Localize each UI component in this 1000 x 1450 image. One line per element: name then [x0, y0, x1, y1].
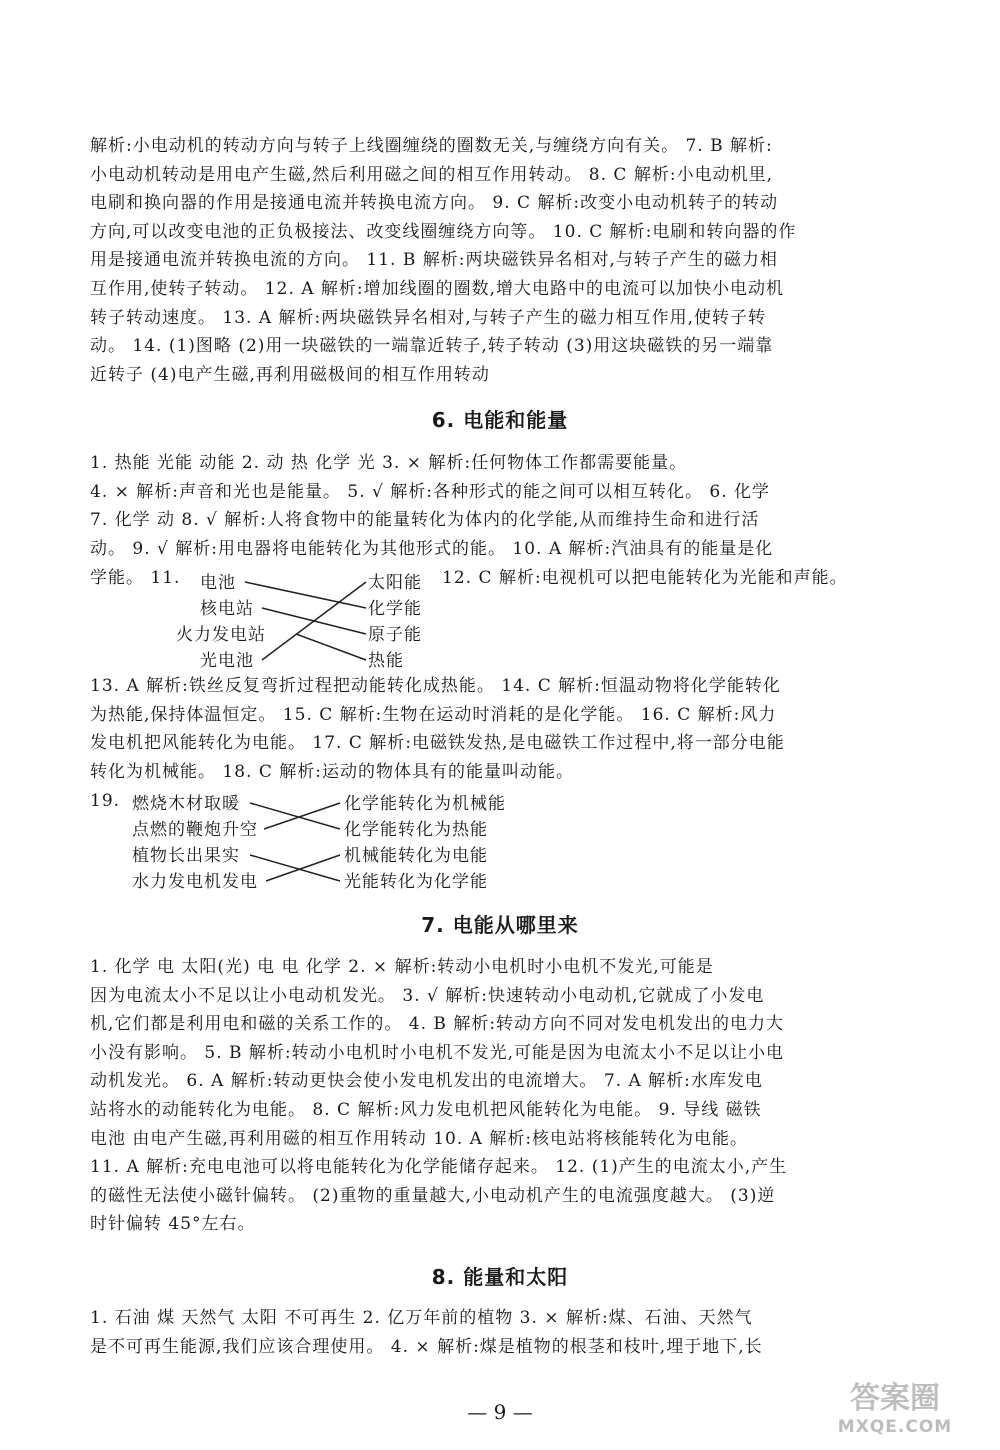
answer-block-4 [90, 953, 910, 1239]
match-line [296, 634, 366, 660]
answer-line: 方向,可以改变电池的正负极接法、改变线圈缠绕方向等。 10. C 解析:电刷和转向器的作 [90, 221, 797, 242]
match-lines [200, 568, 440, 678]
answer-line: 用是接通电流并转换电流的方向。 11. B 解析:两块磁铁异名相对,与转子产生的磁力相 [90, 250, 778, 271]
answer-line: 互作用,使转子转动。 12. A 解析:增加线圈的圈数,增大电路中的电流可以加快小电动机 [90, 278, 785, 299]
match-right-item: 化学能转化为机械能 [344, 794, 506, 814]
match-left-item: 火力发电站 [176, 625, 266, 645]
match-left-item: 电池 [200, 573, 236, 593]
match-right-item: 化学能 [368, 599, 422, 619]
q19-prefix: 19. [90, 791, 121, 811]
answer-line: 转化为机械能。 18. C 解析:运动的物体具有的能量叫动能。 [90, 761, 574, 782]
answer-line: 小没有影响。 5. B 解析:转动小电机时小电机不发光,可能是因为电流太小不足以让小电 [90, 1042, 785, 1063]
answer-line: 站将水的动能转化为电能。 8. C 解析:风力发电机把风能转化为电能。 9. 导线 磁铁 [90, 1099, 762, 1120]
answer-block-2 [90, 449, 910, 563]
answer-line: 电刷和换向器的作用是接通电流并转换电流方向。 9. C 解析:改变小电动机转子的转动 [90, 193, 779, 214]
answer-line: 解析:小电动机的转动方向与转子上线圈缠绕的圈数无关,与缠绕方向有关。 7. B 解析: [90, 136, 773, 156]
match-line [250, 855, 340, 881]
match-left-item: 植物长出果实 [132, 846, 240, 866]
answer-line: 1. 热能 光能 动能 2. 动 热 化学 光 3. × 解析:任何物体工作都需要能量。 [90, 453, 688, 473]
match-left-item: 点燃的鞭炮升空 [132, 820, 258, 840]
match-left-item: 核电站 [200, 599, 254, 619]
match-right-item: 机械能转化为电能 [344, 846, 488, 866]
watermark-logo [800, 1382, 990, 1444]
answer-line: 近转子 (4)电产生磁,再利用磁极间的相互作用转动 [90, 364, 490, 385]
answer-block-1 [90, 132, 910, 389]
answer-block-5 [90, 1304, 910, 1361]
section-heading-7: 7. 电能从哪里来 [421, 913, 579, 937]
matching-diagram-19 [132, 789, 532, 899]
match-line [262, 582, 366, 660]
answer-line: 因为电流太小不足以让小电动机发光。 3. √ 解析:快速转动小电动机,它就成了小发电 [90, 985, 765, 1006]
answer-line: 是不可再生能源,我们应该合理使用。 4. × 解析:煤是植物的根茎和枝叶,埋于地下,长 [90, 1336, 763, 1357]
watermark-url: MXQE.COM [837, 1417, 953, 1437]
answer-line: 1. 化学 电 太阳(光) 电 电 化学 2. × 解析:转动小电机时小电机不发光,可能是 [90, 957, 714, 977]
match-right-item: 热能 [368, 651, 404, 671]
match-left-item: 水力发电机发电 [132, 872, 258, 892]
answer-line: 11. A 解析:充电电池可以将电能转化为化学能储存起来。 12. (1)产生的电流太小,产生 [90, 1157, 788, 1178]
answer-block-3 [90, 672, 910, 786]
answer-line: 13. A 解析:铁丝反复弯折过程把动能转化成热能。 14. C 解析:恒温动物将化学能转化 [90, 676, 781, 696]
answer-line: 时针偏转 45°左右。 [90, 1214, 256, 1235]
match-right-item: 光能转化为化学能 [344, 872, 488, 892]
answer-line: 的磁性无法使小磁针偏转。 (2)重物的重量越大,小电动机产生的电流强度越大。 (3)逆 [90, 1185, 776, 1206]
answer-line: 7. 化学 动 8. √ 解析:人将食物中的能量转化为体内的化学能,从而维持生命和进行活 [90, 510, 760, 531]
match-left-item: 光电池 [200, 651, 254, 671]
match-right-item: 太阳能 [368, 573, 422, 593]
section-heading-8: 8. 能量和太阳 [431, 1265, 569, 1289]
match-right-item: 化学能转化为热能 [344, 820, 488, 840]
answer-line: 发电机把风能转化为电能。 17. C 解析:电磁铁发热,是电磁铁工作过程中,将一部分电能 [90, 733, 785, 754]
q12-answer: 12. C 解析:电视机可以把电能转化为光能和声能。 [442, 568, 848, 588]
answer-line: 电池 由电产生磁,再利用磁的相互作用转动 10. A 解析:核电站将核能转化为电能。 [90, 1128, 749, 1149]
matching-diagram-11 [176, 568, 440, 678]
match-left-item: 燃烧木材取暖 [132, 794, 240, 814]
answer-line: 动。 9. √ 解析:用电器将电能转化为其他形式的能。 10. A 解析:汽油具有的能量是化 [90, 538, 774, 559]
answer-line: 为热能,保持体温恒定。 15. C 解析:生物在运动时消耗的是化学能。 16. C 解析:风力 [90, 704, 777, 725]
q11-prefix: 学能。 11. [90, 568, 181, 588]
answer-line: 小电动机转动是用电产生磁,然后利用磁之间的相互作用转动。 8. C 解析:小电动机里, [90, 164, 773, 185]
match-right-item: 原子能 [368, 625, 422, 645]
section-heading-6: 6. 电能和能量 [431, 408, 569, 432]
answer-line: 机,它们都是利用电和磁的关系工作的。 4. B 解析:转动方向不同对发电机发出的电力大 [90, 1014, 785, 1035]
match-lines [132, 789, 532, 899]
answer-line: 动。 14. (1)图略 (2)用一块磁铁的一端靠近转子,转子转动 (3)用这块磁铁的另一端靠 [90, 336, 774, 357]
answer-line: 4. × 解析:声音和光也是能量。 5. √ 解析:各种形式的能之间可以相互转化。 6. 化学 [90, 481, 771, 502]
answer-line: 转子转动速度。 13. A 解析:两块磁铁异名相对,与转子产生的磁力相互作用,使转子转 [90, 307, 767, 328]
answer-line: 动机发光。 6. A 解析:转动更快会使小发电机发出的电流增大。 7. A 解析:水库发电 [90, 1071, 763, 1092]
page-number: — 9 — [467, 1400, 533, 1424]
answer-line: 1. 石油 煤 天然气 太阳 不可再生 2. 亿万年前的植物 3. × 解析:煤、石油、天然气 [90, 1308, 753, 1328]
watermark-title: 答案圈 [850, 1381, 940, 1416]
